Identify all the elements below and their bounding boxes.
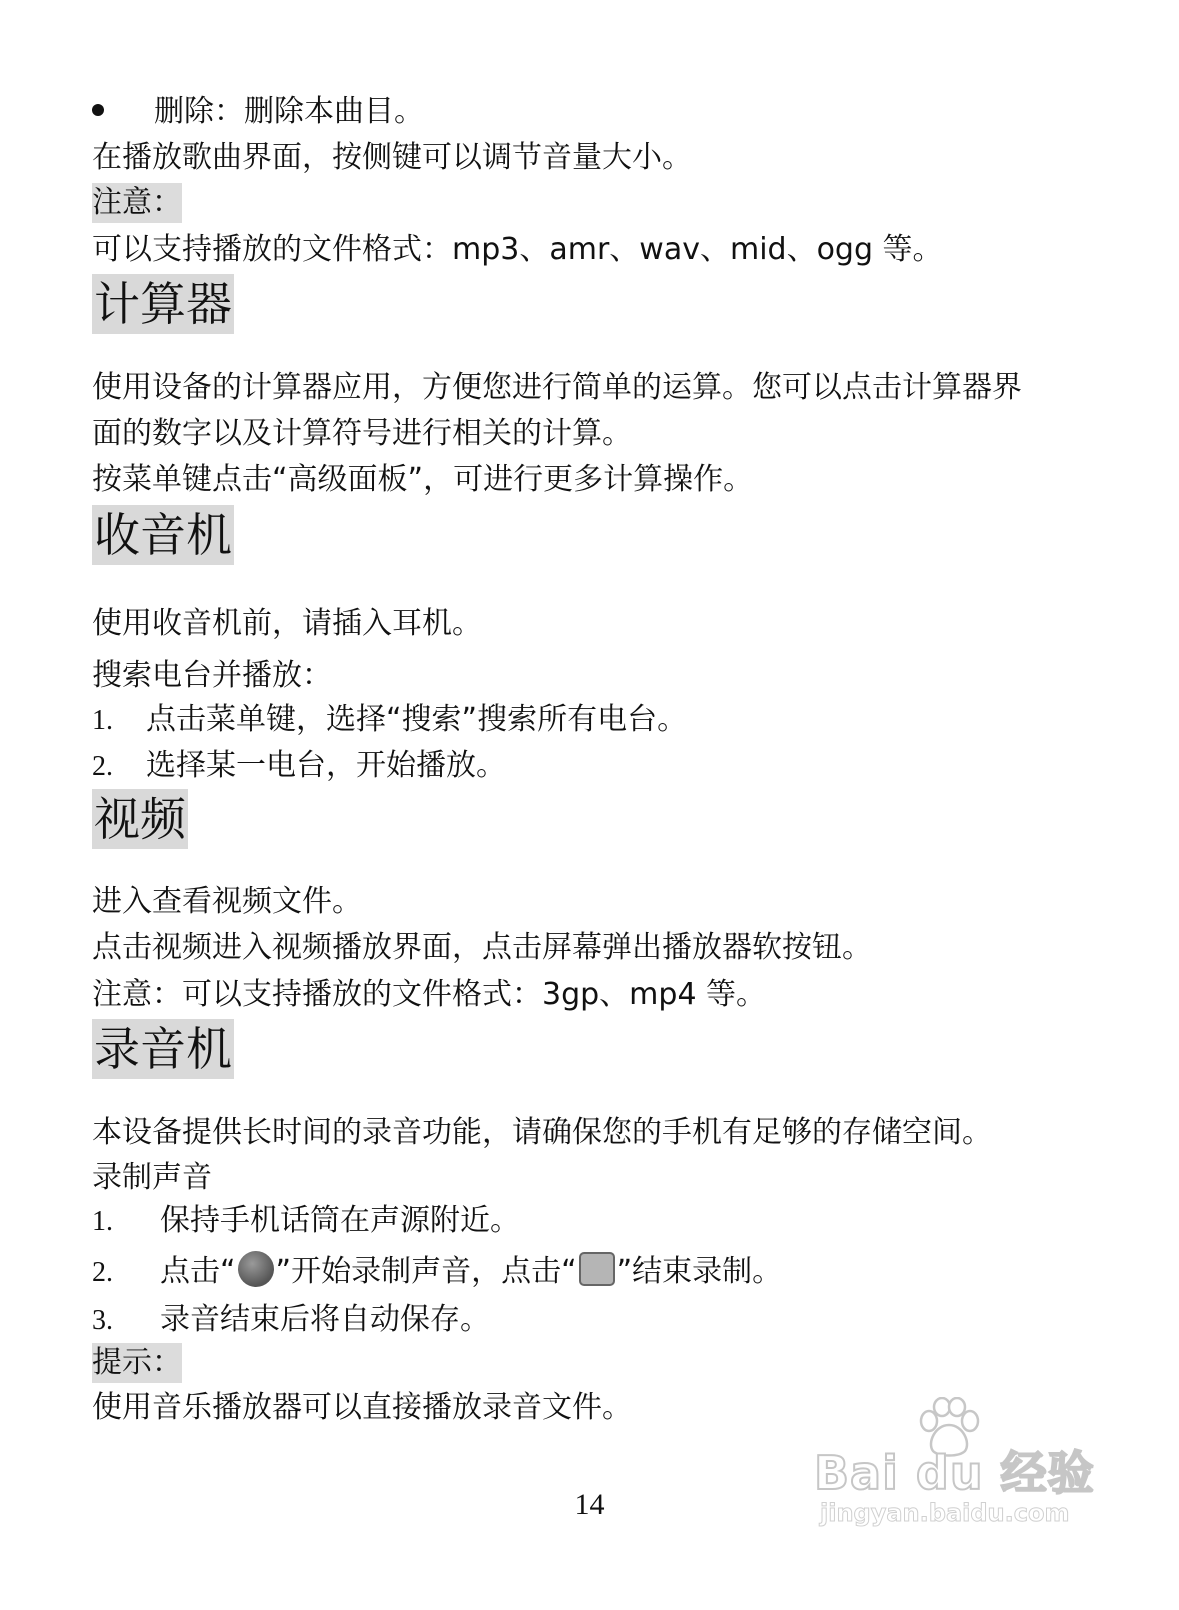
watermark-brand: Bai du 经验 xyxy=(814,1446,1095,1500)
radio-heading: 收音机 xyxy=(92,505,234,565)
recorder-step-2: 2. 点击“ ”开始录制声音，点击“ ”结束录制。 xyxy=(92,1252,782,1293)
video-text-3: 注意：可以支持播放的文件格式：3gp、mp4 等。 xyxy=(92,977,767,1012)
recorder-text-2: 录制声音 xyxy=(92,1160,212,1195)
stop-button-icon xyxy=(579,1252,615,1286)
video-heading: 视频 xyxy=(92,789,188,849)
radio-step-1: 1. 点击菜单键，选择“搜索”搜索所有电台。 xyxy=(92,702,688,737)
volume-text: 在播放歌曲界面，按侧键可以调节音量大小。 xyxy=(92,140,692,175)
calculator-text-3: 按菜单键点击“高级面板”，可进行更多计算操作。 xyxy=(92,462,754,497)
video-text-1: 进入查看视频文件。 xyxy=(92,884,362,919)
note-label: 注意： xyxy=(92,183,182,223)
recorder-step-3: 3. 录音结束后将自动保存。 xyxy=(92,1302,490,1337)
calculator-text-2: 面的数字以及计算符号进行相关的计算。 xyxy=(92,416,632,451)
recorder-step-1: 1. 保持手机话筒在声源附近。 xyxy=(92,1203,520,1238)
tip-label: 提示： xyxy=(92,1343,182,1383)
recorder-text-1: 本设备提供长时间的录音功能，请确保您的手机有足够的存储空间。 xyxy=(92,1115,992,1150)
radio-text-2: 搜索电台并播放： xyxy=(92,658,332,693)
watermark-url: jingyan.baidu.com xyxy=(820,1499,1070,1527)
page-number: 14 xyxy=(574,1488,605,1521)
tip-text: 使用音乐播放器可以直接播放录音文件。 xyxy=(92,1390,632,1425)
radio-text-1: 使用收音机前，请插入耳机。 xyxy=(92,606,482,641)
record-button-icon xyxy=(238,1251,274,1287)
recorder-heading: 录音机 xyxy=(92,1019,234,1079)
video-text-2: 点击视频进入视频播放界面，点击屏幕弹出播放器软按钮。 xyxy=(92,930,872,965)
music-formats-text: 可以支持播放的文件格式：mp3、amr、wav、mid、ogg 等。 xyxy=(92,232,943,267)
calculator-heading: 计算器 xyxy=(92,274,234,334)
calculator-text-1: 使用设备的计算器应用，方便您进行简单的运算。您可以点击计算器界 xyxy=(92,370,1022,405)
radio-step-2: 2. 选择某一电台，开始播放。 xyxy=(92,748,506,783)
bullet-icon xyxy=(92,104,104,116)
delete-item: 删除：删除本曲目。 xyxy=(92,92,424,132)
